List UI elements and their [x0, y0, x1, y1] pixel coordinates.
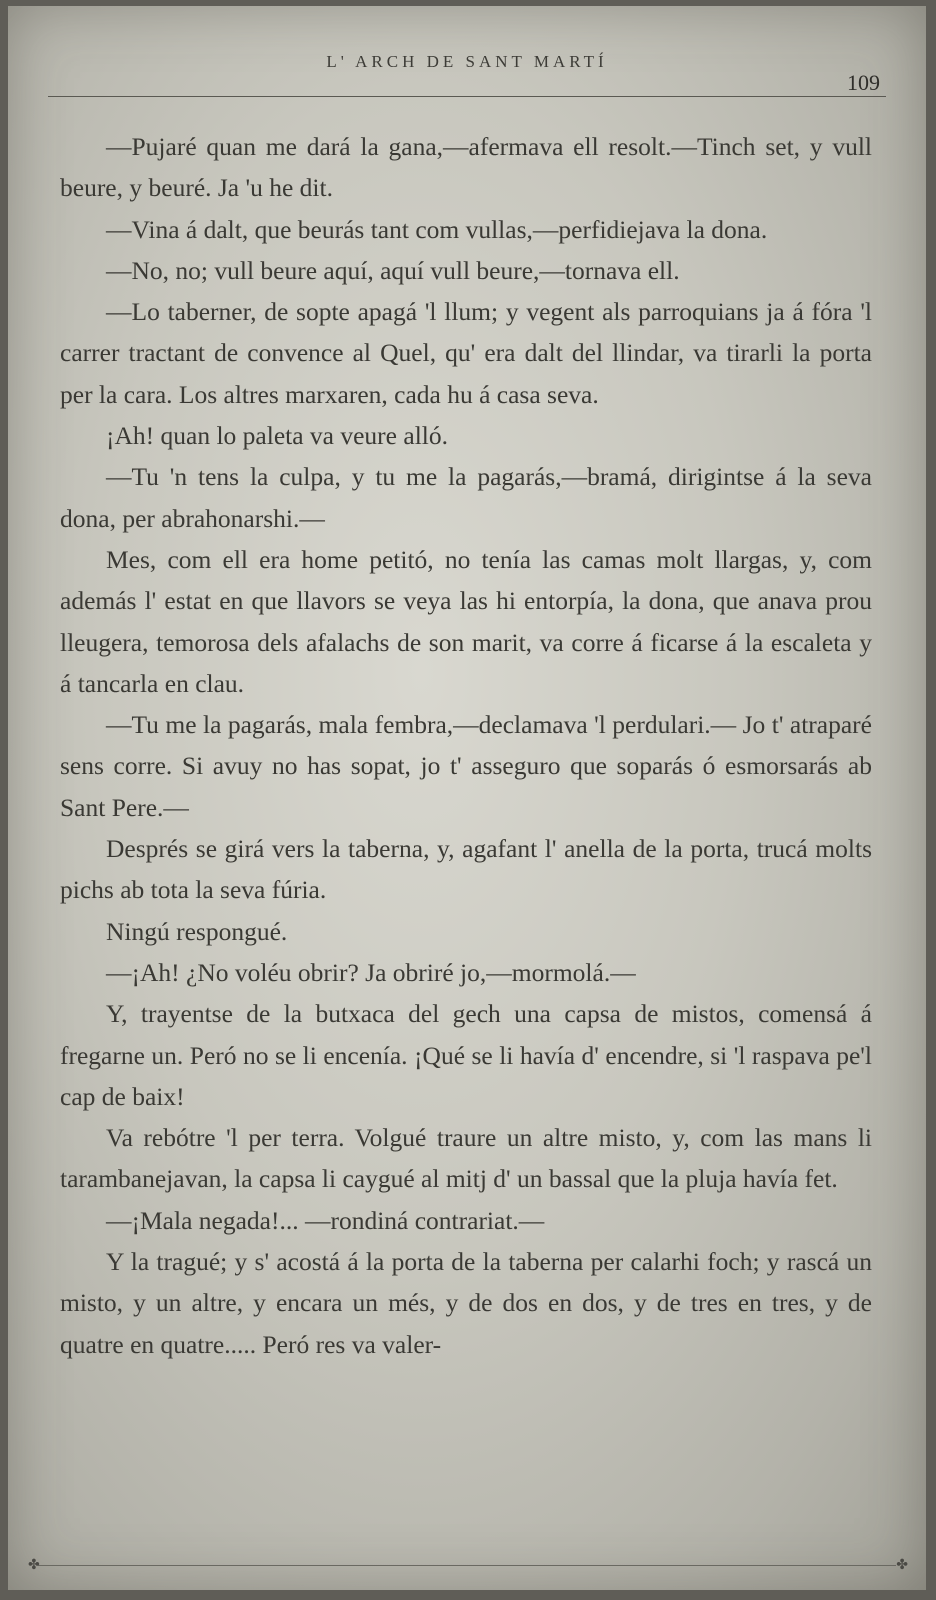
paragraph: —Lo taberner, de sopte apagá 'l llum; y vegent als parroquians ja á fóra 'l carrer tractant de convence al Quel, qu' era dalt del llindar, va tirarli la porta per la cara. Los altres marxaren, cada hu á casa seva. [60, 297, 872, 409]
paragraph: —¡Mala negada!... —rondiná contrariat.— [106, 1205, 545, 1235]
corner-ornament-left-icon: ✤ [28, 1558, 40, 1573]
paragraph: —Pujaré quan me dará la gana,—afermava ell resolt.—Tinch set, y vull beure, y beuré. Ja 'u he dit. [60, 132, 872, 203]
paragraph: —Tu 'n tens la culpa, y tu me la pagarás,—bramá, dirigintse á la seva dona, per abrahonarshi.— [60, 462, 872, 533]
corner-ornament-right-icon: ✤ [896, 1558, 908, 1573]
paragraph: Va rebótre 'l per terra. Volgué traure un altre misto, y, com las mans li tarambanejavan, la capsa li caygué al mitj d' un bassal que la pluja havía fet. [60, 1123, 872, 1194]
page-number: 109 [847, 70, 880, 95]
paragraph: ¡Ah! quan lo paleta va veure alló. [106, 421, 448, 451]
book-page [8, 6, 926, 1590]
paragraph: —Tu me la pagarás, mala fembra,—declamava 'l perdulari.— Jo t' atraparé sens corre. Si avuy no has sopat, jo t' asseguro que soparás ó esmorsarás ab Sant Pere.— [60, 710, 872, 822]
paragraph: Ningú respongué. [106, 916, 288, 946]
page-header [48, 44, 886, 94]
paragraph: Y la tragué; y s' acostá á la porta de la taberna per calarhi foch; y rascá un misto, y un altre, y encara un més, y de dos en dos, y de tres en tres, y de quatre en quatre..... Peró res va valer- [60, 1247, 872, 1359]
paragraph: —¡Ah! ¿No voléu obrir? Ja obriré jo,—mormolá.— [106, 957, 636, 987]
paragraph: Y, trayentse de la butxaca del gech una capsa de mistos, comensá á fregarne un. Peró no se li encenía. ¡Qué se li havía d' encendre, si 'l raspava pe'l cap de baix! [60, 999, 872, 1111]
paragraph: —No, no; vull beure aquí, aquí vull beure,—tornava ell. [106, 255, 680, 285]
paragraph: Després se girá vers la taberna, y, agafant l' anella de la porta, trucá molts pichs ab tota la seva fúria. [60, 834, 872, 905]
paragraph: Mes, com ell era home petitó, no tenía las camas molt llargas, y, com además l' estat en que llavors se veya las hi entorpía, la dona, que anava prou lleugera, temorosa dels afalachs de son marit, va corre á ficarse á la escaleta y á tancarla en clau. [60, 544, 872, 698]
bottom-rule [38, 1565, 896, 1566]
body-text [60, 126, 872, 1365]
header-rule [48, 96, 886, 97]
running-title: L' ARCH DE SANT MARTÍ [326, 52, 608, 71]
paragraph: —Vina á dalt, que beurás tant com vullas,—perfidiejava la dona. [106, 214, 768, 244]
